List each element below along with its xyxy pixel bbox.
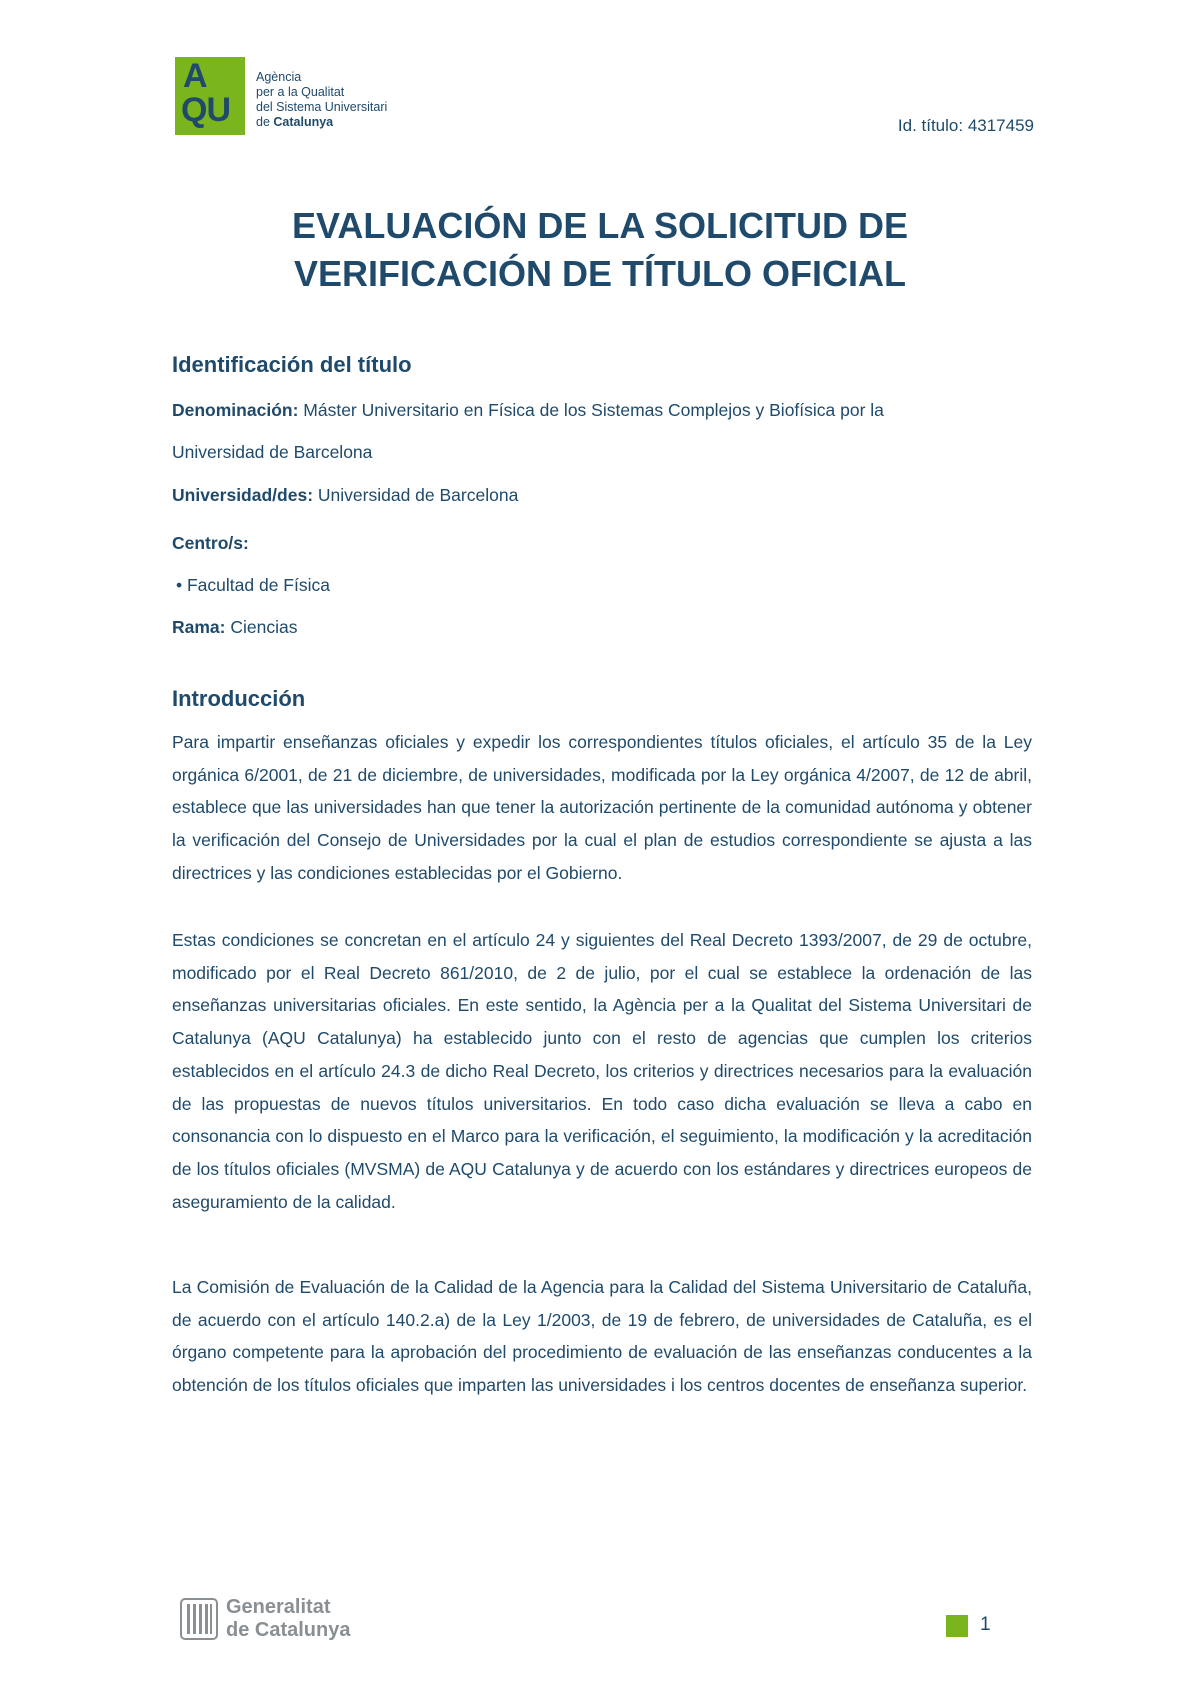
intro-paragraph-3: La Comisión de Evaluación de la Calidad de la Agencia para la Calidad del Sistema Universitario de Cataluña, de acuerdo con el artículo 140.2.a) de la Ley 1/2003, de 19 de febrero, de universidades de Cataluña, es el órgano competente para la aprobación del procedimiento de evaluación de las enseñanzas conducentes a la obtención de los títulos oficiales que imparten las universidades i los centros docentes de enseñanza superior. xyxy=(172,1277,1032,1396)
aqu-logo-line4-bold: Catalunya xyxy=(273,115,334,129)
intro-paragraph-1: Para impartir enseñanzas oficiales y expedir los correspondientes títulos oficiales, el artículo 35 de la Ley orgánica 6/2001, de 21 de diciembre, de universidades, modificada por la Ley orgánica 4/2007, de 12 de abril, establece que las universidades han que tener la autorización pertinente de la comunidad autónoma y obtener la verificación del Consejo de Universidades por la cual el plan de estudios correspondiente se ajusta a las directrices y las condiciones establecidas por el Gobierno. xyxy=(172,732,1032,883)
centros-label: Centro/s: xyxy=(172,533,249,553)
aqu-logo-line4 xyxy=(256,115,387,130)
universidad-value: Universidad de Barcelona xyxy=(317,485,519,505)
document-title xyxy=(170,202,1030,298)
denominacion-value: Máster Universitario en Física de los Sistemas Complejos y Biofísica por la xyxy=(303,400,884,420)
generalitat-line2: de Catalunya xyxy=(226,1619,351,1641)
identificacion-heading: Identificación del título xyxy=(172,352,412,377)
introduccion-heading: Introducción xyxy=(172,686,306,711)
centros-field xyxy=(172,522,1032,564)
generalitat-logo xyxy=(180,1596,350,1642)
aqu-logo-letters-qu: QU xyxy=(181,91,230,129)
denominacion-label: Denominación: xyxy=(172,400,299,420)
id-titulo: Id. título: 4317459 xyxy=(897,116,1034,135)
centro-list-item: • Facultad de Física xyxy=(176,575,330,595)
denominacion-field xyxy=(172,389,1032,473)
intro-paragraph-2: Estas condiciones se concretan en el artículo 24 y siguientes del Real Decreto 1393/2007, de 29 de octubre, modificado por el Real Decreto 861/2010, de 2 de julio, por el cual se establece la ordenación de las enseñanzas universitarias oficiales. En este sentido, la Agència per a la Qualitat del Sistema Universitari de Catalunya (AQU Catalunya) ha establecido junto con el resto de agencias que cumplen los criterios establecidos en el artículo 24.3 de dicho Real Decreto, los criterios y directrices necesarios para la evaluación de las propuestas de nuevos títulos universitarios. En todo caso dicha evaluación se lleva a cabo en consonancia con lo dispuesto en el Marco para la verificación, el seguimiento, la modificación y la acreditación de los títulos oficiales (MVSMA) de AQU Catalunya y de acuerdo con los estándares y directrices europeos de aseguramiento de la calidad. xyxy=(172,930,1032,1212)
rama-value: Ciencias xyxy=(230,617,298,637)
rama-label: Rama: xyxy=(172,617,226,637)
aqu-logo-text xyxy=(256,70,387,130)
denominacion-value-cont: Universidad de Barcelona xyxy=(172,442,373,462)
rama-field xyxy=(172,606,1032,648)
universidad-field xyxy=(172,474,1032,516)
aqu-logo-mark xyxy=(175,57,245,135)
document-title-line1: EVALUACIÓN DE LA SOLICITUD DE xyxy=(291,205,908,246)
aqu-logo xyxy=(175,57,387,135)
generalitat-emblem-icon xyxy=(180,1598,218,1640)
aqu-logo-line4-prefix: de xyxy=(256,115,274,129)
aqu-logo-line1: Agència xyxy=(256,70,302,84)
page-number: 1 xyxy=(980,1614,991,1635)
generalitat-text xyxy=(226,1596,350,1642)
aqu-logo-line2: per a la Qualitat xyxy=(256,85,345,99)
aqu-logo-line3: del Sistema Universitari xyxy=(256,100,388,114)
document-title-line2: VERIFICACIÓN DE TÍTULO OFICIAL xyxy=(294,253,906,294)
page-marker-square xyxy=(946,1615,968,1637)
aqu-logo-letter-a: A xyxy=(183,57,208,95)
generalitat-line1: Generalitat xyxy=(226,1596,331,1618)
universidad-label: Universidad/des: xyxy=(172,485,314,505)
